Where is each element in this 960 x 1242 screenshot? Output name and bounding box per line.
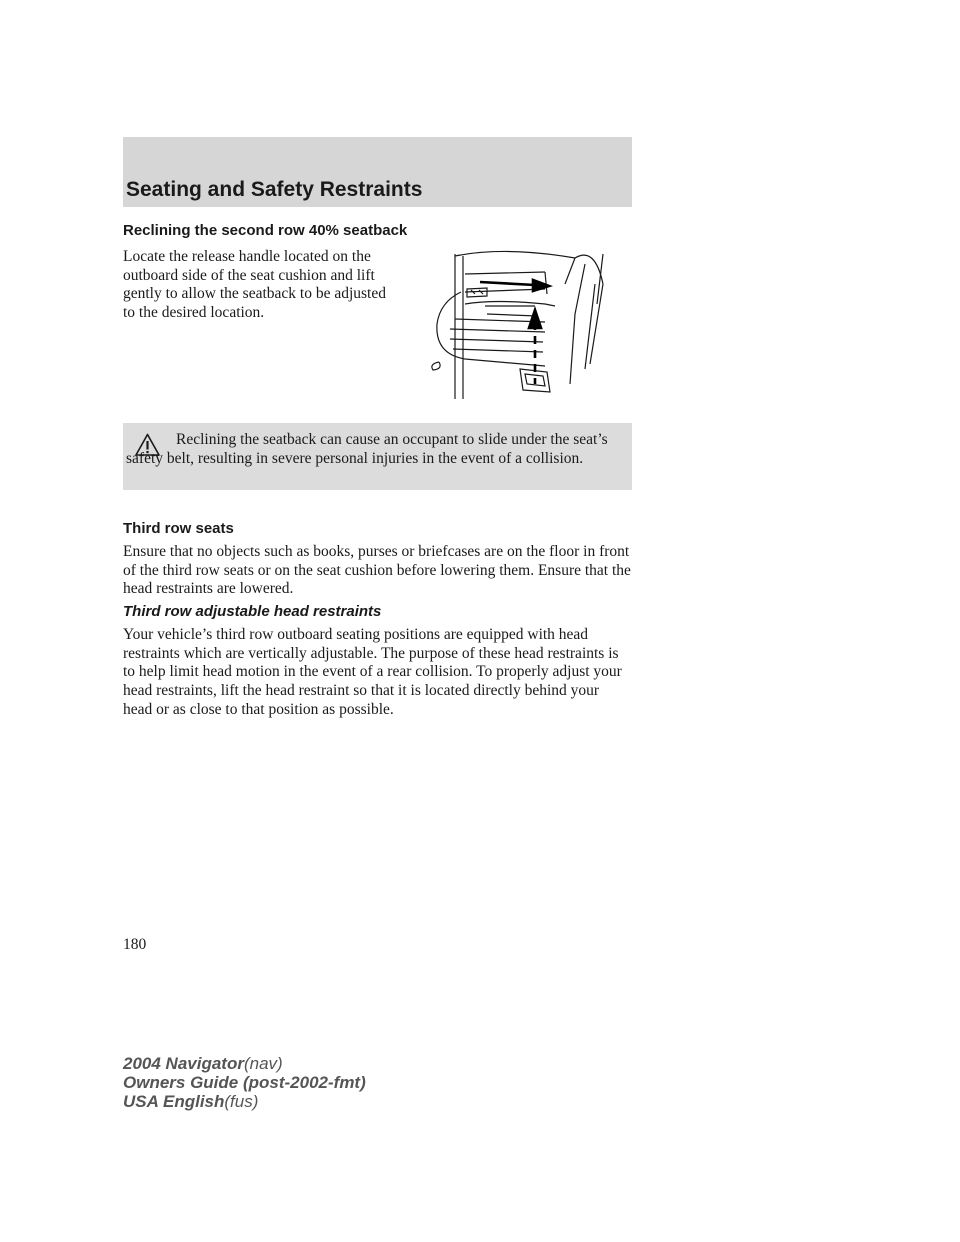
heading-third-row-seats: Third row seats	[123, 520, 234, 537]
warning-box	[123, 423, 632, 490]
footer-line-3: USA English(fus)	[123, 1092, 259, 1111]
warning-text: Reclining the seatback can cause an occupant to slide under the seat’s safety belt, resulting in severe personal injuries in the event of a collision.	[126, 431, 608, 467]
heading-head-restraints: Third row adjustable head restraints	[123, 603, 382, 620]
heading-reclining-seatback: Reclining the second row 40% seatback	[123, 222, 408, 239]
section-title: Seating and Safety Restraints	[126, 178, 423, 201]
document-footer	[123, 1054, 366, 1111]
third-row-instructions: Ensure that no objects such as books, purses or briefcases are on the floor in front of the third row seats or on the seat cushion before lowering them. Ensure that the head restraints are lowered.	[123, 543, 631, 598]
footer-line-1: 2004 Navigator(nav)	[123, 1054, 283, 1073]
reclining-instructions: Locate the release handle located on the outboard side of the seat cushion and lift gently to allow the seatback to be adjusted to the desired location.	[123, 248, 386, 322]
page-number: 180	[123, 936, 147, 953]
head-restraints-instructions: Your vehicle’s third row outboard seating positions are equipped with head restraints which are vertically adjustable. The purpose of these head restraints is to help limit head motion in the event of a rear collision. To properly adjust your head restraints, lift the head restraint so that it is located directly behind your head or as close to that position as possible.	[123, 626, 622, 718]
seat-release-handle-illustration	[425, 244, 610, 404]
footer-line-2: Owners Guide (post-2002-fmt)	[123, 1073, 366, 1092]
